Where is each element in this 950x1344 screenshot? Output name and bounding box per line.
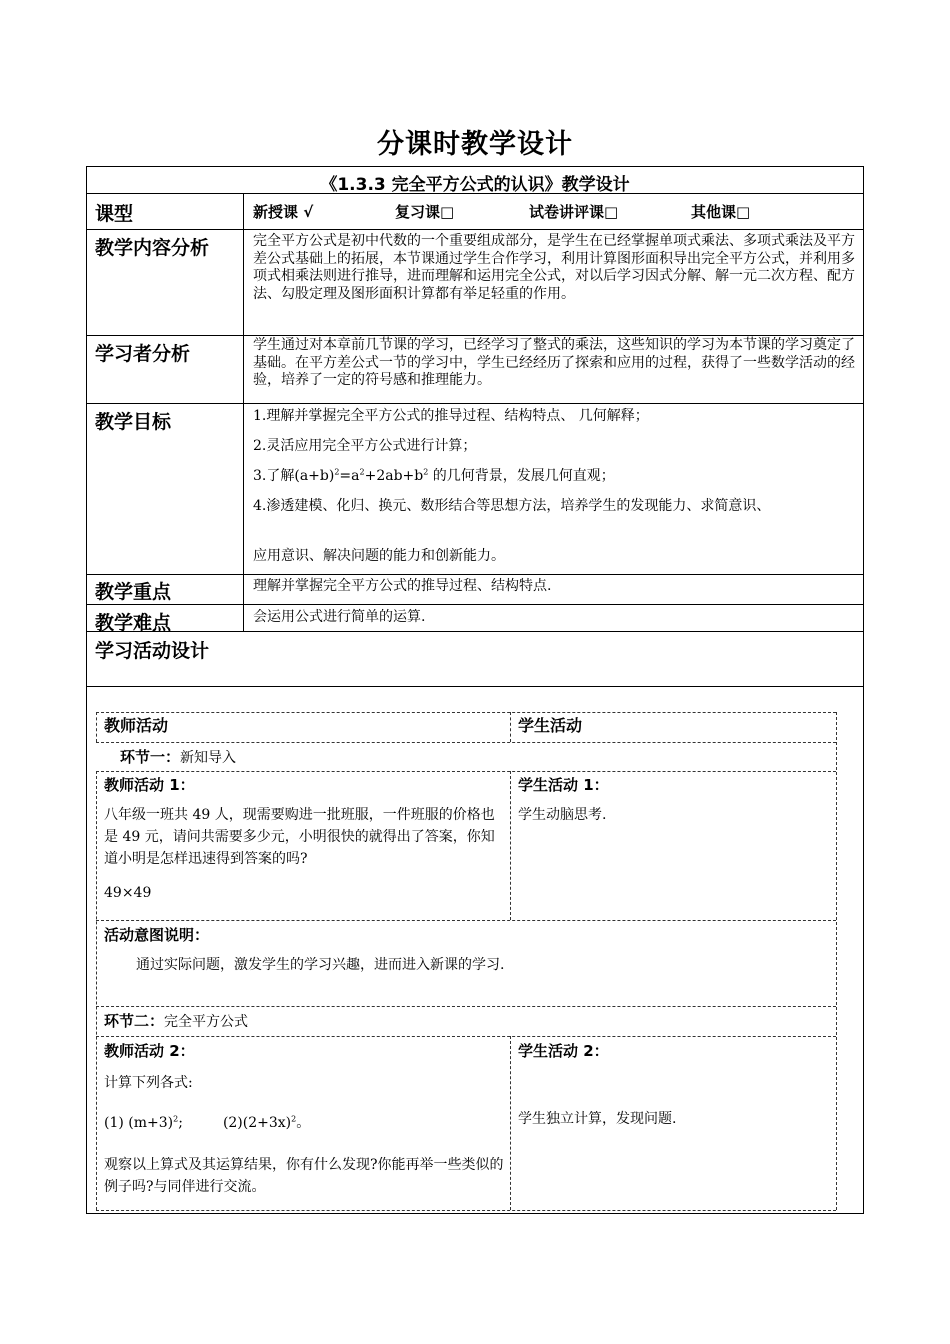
option-new-lesson: 新授课 √ xyxy=(253,203,314,221)
teacher-activity-1-text: 八年级一班共 49 人，现需要购进一批班服，一件班服的价格也是 49 元，请问共需要多少元，小明很快的就得出了答案，你知道小明是怎样迅速得到答案的吗? xyxy=(104,807,495,867)
lesson-title: 《1.3.3 完全平方公式的认识》教学设计 xyxy=(320,175,630,195)
option-review: 复习课□ xyxy=(395,203,455,221)
dashed-divider xyxy=(96,742,836,743)
student-activity-header: 学生活动 xyxy=(518,716,583,735)
learner-analysis-text: 学生通过对本章前几节课的学习，已经学习了整式的乘法，这些知识的学习为本节课的学习奠定了基础。在平方差公式一节的学习中，学生已经经历了探索和应用的过程，获得了一些数学活动的经验，培养了一定的符号感和推理能力。 xyxy=(253,337,855,388)
student-activity-2-text: 学生独立计算，发现问题. xyxy=(518,1111,677,1127)
learner-analysis-label: 学习者分析 xyxy=(95,343,191,365)
row-divider xyxy=(87,229,863,230)
dashed-divider xyxy=(96,771,97,1210)
row-divider xyxy=(87,686,863,687)
key-point-text: 理解并掌握完全平方公式的推导过程、结构特点. xyxy=(253,578,552,594)
activity-design-label: 学习活动设计 xyxy=(95,640,210,662)
teacher-activity-2-intro: 计算下列各式: xyxy=(104,1075,193,1091)
row-divider xyxy=(87,193,863,194)
column-divider xyxy=(243,193,244,631)
student-activity-1-text: 学生动脑思考. xyxy=(518,807,607,823)
dashed-divider xyxy=(96,712,97,742)
dashed-divider xyxy=(836,712,837,1210)
dashed-divider xyxy=(96,712,836,713)
section-2-heading: 环节二：完全平方公式 xyxy=(104,1012,249,1030)
dashed-divider xyxy=(96,1006,836,1007)
row-divider xyxy=(87,631,863,632)
section-1-heading: 环节一：新知导入 xyxy=(120,748,237,766)
row-divider xyxy=(87,335,863,336)
intent-label: 活动意图说明： xyxy=(104,926,210,944)
student-activity-2-label: 学生活动 2： xyxy=(518,1042,609,1060)
course-type-label: 课型 xyxy=(95,203,134,225)
teacher-activity-header: 教师活动 xyxy=(104,716,169,735)
option-other: 其他课□ xyxy=(691,203,751,221)
row-divider xyxy=(87,604,863,605)
teacher-activity-1-label: 教师活动 1： xyxy=(104,776,195,794)
activity-table xyxy=(96,712,836,1210)
row-divider xyxy=(87,403,863,404)
teacher-activity-1-expression: 49×49 xyxy=(104,885,152,901)
dashed-divider xyxy=(96,1210,836,1211)
objective-1: 1.理解并掌握完全平方公式的推导过程、结构特点、 几何解释； xyxy=(253,408,649,424)
dashed-divider xyxy=(510,771,511,920)
teacher-activity-2-label: 教师活动 2： xyxy=(104,1042,195,1060)
content-analysis-text: 完全平方公式是初中代数的一个重要组成部分，是学生在已经掌握单项式乘法、多项式乘法及平方差公式基础上的拓展，本节课通过学生合作学习，利用计算图形面积导出完全平方公式，并利用多项式相乘法则进行推导，进而理解和运用完全公式，对以后学习因式分解、解一元二次方程、配方法、勾股定理及图形面积计算都有举足轻重的作用。 xyxy=(253,233,855,302)
page-title: 分课时教学设计 xyxy=(377,129,573,160)
key-point-label: 教学重点 xyxy=(95,581,172,603)
dashed-divider xyxy=(96,920,836,921)
dashed-divider xyxy=(96,771,836,772)
objective-2: 2.灵活应用完全平方公式进行计算； xyxy=(253,438,477,454)
teacher-activity-2-expressions: (1) $(m+3)^2$; $(2)(2+3x)^2$。 xyxy=(104,1114,311,1131)
objective-5: 应用意识、解决问题的能力和创新能力。 xyxy=(253,548,505,564)
objectives-label: 教学目标 xyxy=(95,411,172,433)
difficulty-text: 会运用公式进行简单的运算. xyxy=(253,609,426,625)
dashed-divider xyxy=(510,1036,511,1210)
objective-4: 4.渗透建模、化归、换元、数形结合等思想方法，培养学生的发现能力、求简意识、 xyxy=(253,498,771,514)
objective-3: 3.了解$(a+b)^2=a^2+2ab+b^2$ 的几何背景，发展几何直观； xyxy=(253,467,615,484)
row-divider xyxy=(87,574,863,575)
dashed-divider xyxy=(96,1036,836,1037)
option-exam-review: 试卷讲评课□ xyxy=(529,203,619,221)
student-activity-1-label: 学生活动 1： xyxy=(518,776,609,794)
intent-text: 通过实际问题，激发学生的学习兴趣，进而进入新课的学习. xyxy=(136,957,505,973)
difficulty-label: 教学难点 xyxy=(95,612,172,634)
teacher-activity-2-question: 观察以上算式及其运算结果，你有什么发现?你能再举一些类似的例子吗?与同伴进行交流。 xyxy=(104,1157,504,1195)
content-analysis-label: 教学内容分析 xyxy=(95,237,210,259)
dashed-divider xyxy=(510,712,511,742)
